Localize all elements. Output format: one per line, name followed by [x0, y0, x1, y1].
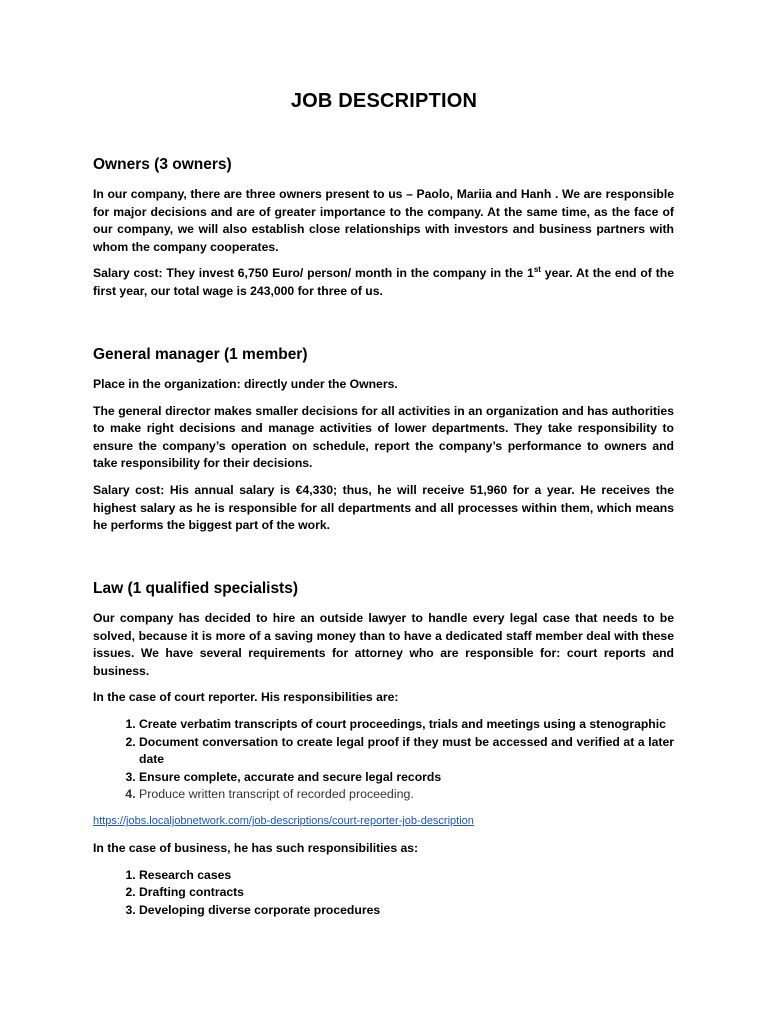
list-item: 2. Drafting contracts [139, 884, 674, 902]
list-item: 2. Document conversation to create legal proof if they must be accessed and verified at a later date [139, 734, 674, 769]
list-item: 1. Create verbatim transcripts of court proceedings, trials and meetings using a stenographic [139, 716, 674, 734]
owners-paragraph-1: In our company, there are three owners present to us – Paolo, Mariia and Hanh . We are responsible for major decisions and are of greater importance to the company. At the same time, as the face of our company, we will also establish close relationships with investors and business partners with whom the company cooperates. [93, 187, 674, 254]
general-manager-paragraph-1: Place in the organization: directly under the Owners. [93, 377, 398, 391]
court-reporter-list [93, 716, 674, 804]
owners-salary-text-a: Salary cost: They invest 6,750 Euro/ person/ month in the company in the 1 [93, 266, 534, 281]
list-item: 3. Ensure complete, accurate and secure legal records [139, 769, 674, 787]
list-item: 4. Produce written transcript of recorded proceeding. [139, 786, 674, 804]
owners-section [93, 156, 674, 310]
list-item: 1. Research cases [139, 867, 674, 885]
link-line [93, 811, 674, 830]
general-manager-salary-paragraph: Salary cost: His annual salary is €4,330; thus, he will receive 51,960 for a year. He receives the highest salary as he is responsible for all departments and all processes within them, which means he performs the biggest part of the work. [93, 482, 674, 533]
owners-salary-paragraph [93, 265, 674, 300]
law-paragraph-3: In the case of business, he has such responsibilities as: [93, 840, 419, 855]
general-manager-paragraph-2: The general director makes smaller decisions for all activities in an organization and has authorities to make right decisions and manage activities of lower departments. They take responsibility to ensure the company’s operation on schedule, report the company’s performance to owners and take responsibility for their decisions. [93, 403, 674, 471]
law-paragraph-2: In the case of court reporter. His responsibilities are: [93, 690, 399, 705]
owners-heading: Owners (3 owners) [93, 156, 232, 173]
court-reporter-link[interactable]: https://jobs.localjobnetwork.com/job-descriptions/court-reporter-job-description [93, 814, 474, 827]
owners-salary-superscript: st [533, 265, 541, 275]
general-manager-section [93, 346, 674, 544]
law-paragraph-1: Our company has decided to hire an outside lawyer to handle every legal case that needs to be solved, because it is more of a saving money than to have a dedicated staff member deal with these issues. We have several requirements for attorney who are responsible for: court reports and business. [93, 611, 674, 678]
law-section [93, 580, 674, 926]
document-title: JOB DESCRIPTION [290, 90, 478, 112]
list-item: 3. Developing diverse corporate procedures [139, 902, 674, 920]
general-manager-heading: General manager (1 member) [93, 346, 308, 363]
owners-salary-text-b: year. At the end of the first year, our total wage is 243,000 for three of us. [93, 266, 674, 298]
law-heading: Law (1 qualified specialists) [93, 580, 299, 597]
business-list [93, 867, 674, 920]
